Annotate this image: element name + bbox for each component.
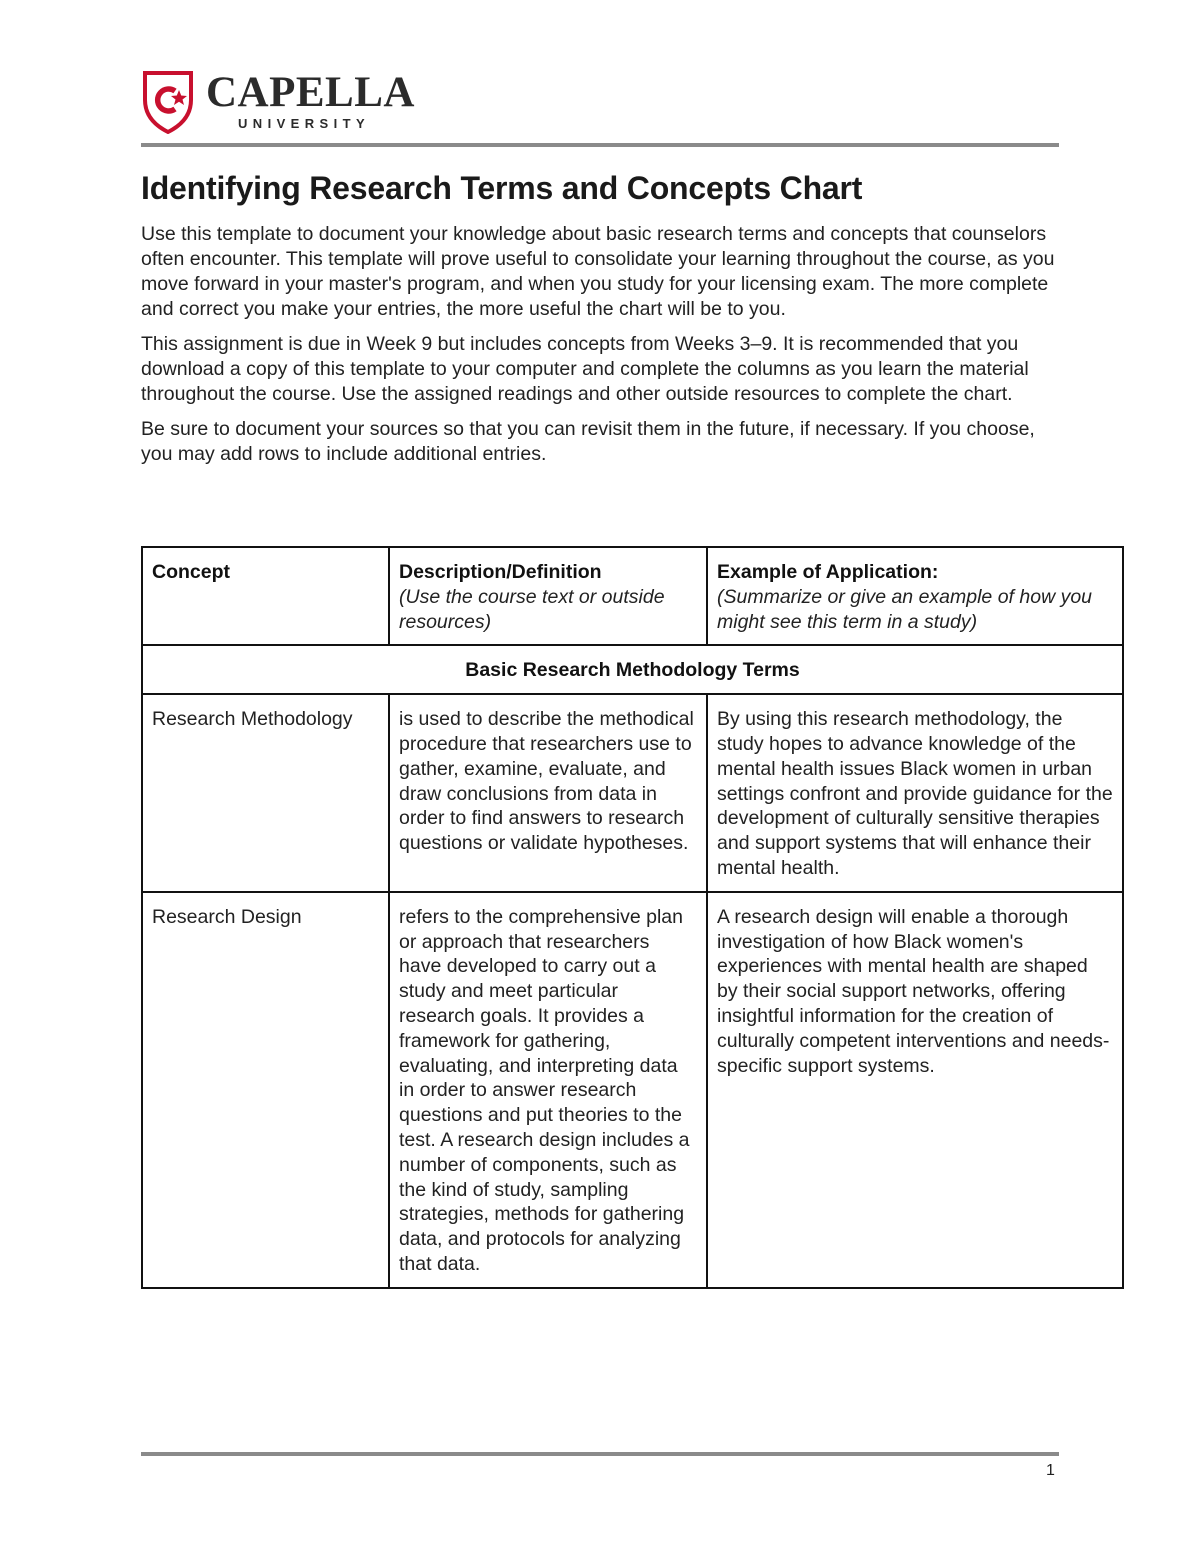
header-label: Concept bbox=[152, 561, 230, 583]
header-label: Description/Definition bbox=[399, 561, 602, 583]
example-cell: By using this research methodology, the study hopes to advance knowledge of the mental health issues Black women in urban settings confront and provide guidance for the development of culturally sensitive therapies and support systems that will enhance their mental health. bbox=[707, 694, 1123, 892]
intro-paragraph: This assignment is due in Week 9 but includes concepts from Weeks 3–9. It is recommended that you download a copy of this template to your computer and complete the columns as you learn the material throughout the course. Use the assigned readings and other outside resources to complete the chart. bbox=[141, 333, 1029, 405]
table-row bbox=[142, 694, 1123, 892]
table-header-row bbox=[142, 547, 1123, 645]
example-cell: A research design will enable a thorough investigation of how Black women's experiences with mental health are shaped by their social support networks, offering insightful information for the creation of culturally competent interventions and needs-specific support systems. bbox=[707, 892, 1123, 1288]
table-row bbox=[142, 892, 1123, 1288]
brand-subtitle: UNIVERSITY bbox=[238, 116, 371, 131]
header-divider bbox=[141, 143, 1059, 147]
page-title: Identifying Research Terms and Concepts Chart bbox=[141, 170, 863, 206]
header-note: (Use the course text or outside resources) bbox=[399, 585, 665, 633]
header-description bbox=[389, 547, 707, 645]
intro-text bbox=[141, 222, 1071, 477]
research-terms-table bbox=[141, 546, 1124, 1289]
header-note: (Summarize or give an example of how you might see this term in a study) bbox=[717, 585, 1093, 633]
concept-cell: Research Methodology bbox=[142, 694, 389, 892]
concept-cell: Research Design bbox=[142, 892, 389, 1288]
intro-paragraph: Be sure to document your sources so that you can revisit them in the future, if necessary. If you choose, you may add rows to include additional entries. bbox=[141, 418, 1035, 465]
page-number: 1 bbox=[1046, 1462, 1055, 1479]
header-label: Example of Application: bbox=[717, 561, 939, 583]
header-example bbox=[707, 547, 1123, 645]
capella-logo bbox=[142, 70, 442, 136]
header-concept bbox=[142, 547, 389, 645]
capella-shield-logo-icon bbox=[142, 70, 194, 134]
definition-cell: is used to describe the methodical procedure that researchers use to gather, examine, evaluate, and draw conclusions from data in order to find answers to research questions or validate hypotheses. bbox=[389, 694, 707, 892]
definition-cell: refers to the comprehensive plan or approach that researchers have developed to carry out a study and meet particular research goals. It provides a framework for gathering, evaluating, and interpreting data in order to answer research questions and put theories to the test. A research design includes a number of components, such as the kind of study, sampling strategies, methods for gathering data, and protocols for analyzing that data. bbox=[389, 892, 707, 1288]
intro-paragraph: Use this template to document your knowledge about basic research terms and concepts that counselors often encounter. This template will prove useful to consolidate your learning throughout the course, as you move forward in your master's program, and when you study for your licensing exam. The more complete and correct you make your entries, the more useful the chart will be to you. bbox=[141, 223, 1055, 320]
footer-divider bbox=[141, 1452, 1059, 1456]
brand-name: CAPELLA bbox=[206, 69, 415, 116]
section-title: Basic Research Methodology Terms bbox=[142, 645, 1123, 694]
section-row bbox=[142, 645, 1123, 694]
